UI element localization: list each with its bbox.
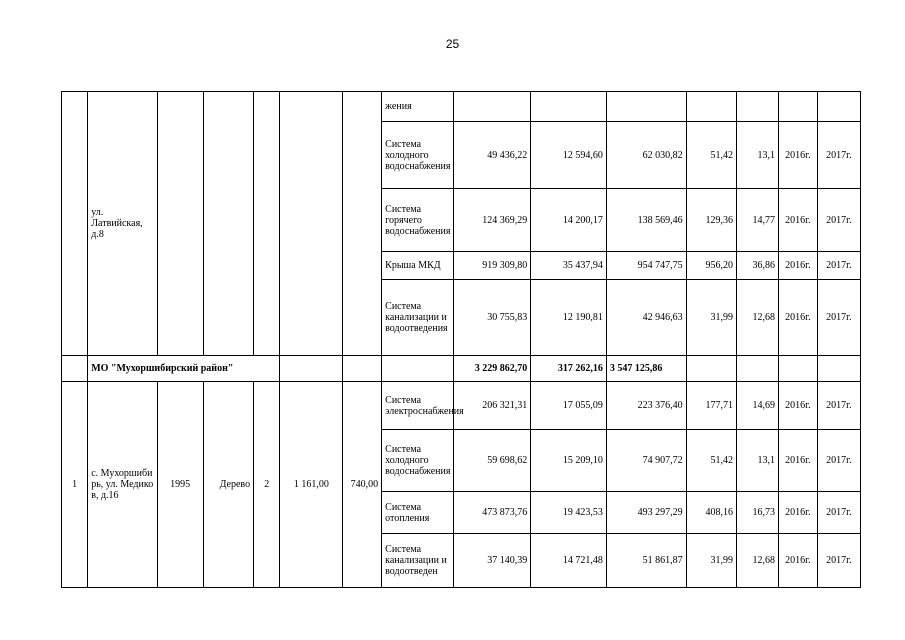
unit2-cell: 13,1: [737, 430, 779, 492]
district-total-cost: 3 229 862,70: [453, 356, 531, 382]
year-from-cell: 2016г.: [778, 430, 817, 492]
year-from-cell: 2016г.: [778, 189, 817, 252]
year-to-cell: 2017г.: [817, 382, 860, 430]
unit2-cell: 13,1: [737, 122, 779, 189]
cost-total-cell: 206 321,31: [453, 382, 531, 430]
unit1-cell: 51,42: [686, 430, 736, 492]
cost-sd-cell: 12 594,60: [531, 122, 607, 189]
year-from-cell: 2016г.: [778, 382, 817, 430]
system-cell: Система канализации и водоотведен: [382, 534, 453, 588]
year-to-cell: 2017г.: [817, 492, 860, 534]
sum-cell: 954 747,75: [606, 252, 686, 280]
system-cell: жения: [382, 92, 453, 122]
year-to-cell: [817, 92, 860, 122]
unit1-cell: 177,71: [686, 382, 736, 430]
sum-cell: 74 907,72: [606, 430, 686, 492]
system-cell: Система электроснабжения: [382, 382, 453, 430]
year-from-cell: 2016г.: [778, 492, 817, 534]
cost-sd-cell: 35 437,94: [531, 252, 607, 280]
unit2-cell: 14,69: [737, 382, 779, 430]
year-to-cell: 2017г.: [817, 430, 860, 492]
district-total-label: МО "Мухоршибирский район": [88, 356, 280, 382]
district-total-sum: 3 547 125,86: [606, 356, 686, 382]
floors-cell: 2: [254, 382, 280, 588]
cost-total-cell: 473 873,76: [453, 492, 531, 534]
sum-cell: 223 376,40: [606, 382, 686, 430]
object-index: 1: [62, 382, 88, 588]
sum-cell: 62 030,82: [606, 122, 686, 189]
year-from-cell: [778, 92, 817, 122]
unit1-cell: 956,20: [686, 252, 736, 280]
unit1-cell: 31,99: [686, 280, 736, 356]
unit1-cell: [686, 92, 736, 122]
unit2-cell: 12,68: [737, 280, 779, 356]
unit1-cell: 51,42: [686, 122, 736, 189]
year-from-cell: 2016г.: [778, 280, 817, 356]
year-to-cell: 2017г.: [817, 280, 860, 356]
table-row: [62, 92, 861, 122]
cost-sd-cell: 15 209,10: [531, 430, 607, 492]
unit2-cell: 16,73: [737, 492, 779, 534]
unit1-cell: 408,16: [686, 492, 736, 534]
district-total-cost-sd: 317 262,16: [531, 356, 607, 382]
wall-material-cell: Дерево: [203, 382, 253, 588]
cost-total-cell: [453, 92, 531, 122]
system-cell: Крыша МКД: [382, 252, 453, 280]
cost-sd-cell: [531, 92, 607, 122]
cost-total-cell: 919 309,80: [453, 252, 531, 280]
year-from-cell: 2016г.: [778, 534, 817, 588]
year-to-cell: 2017г.: [817, 189, 860, 252]
unit1-cell: 129,36: [686, 189, 736, 252]
cost-sd-cell: 14 200,17: [531, 189, 607, 252]
year-to-cell: 2017г.: [817, 252, 860, 280]
district-total-row: [62, 356, 861, 382]
cost-sd-cell: 17 055,09: [531, 382, 607, 430]
cost-sd-cell: 12 190,81: [531, 280, 607, 356]
system-cell: Система холодного водоснабжения: [382, 122, 453, 189]
table-row: [62, 382, 861, 430]
unit2-cell: [737, 92, 779, 122]
area-living-cell: 740,00: [343, 382, 382, 588]
year-from-cell: 2016г.: [778, 122, 817, 189]
unit2-cell: 12,68: [737, 534, 779, 588]
system-cell: Система холодного водоснабжения: [382, 430, 453, 492]
sum-cell: 51 861,87: [606, 534, 686, 588]
unit1-cell: 31,99: [686, 534, 736, 588]
unit2-cell: 14,77: [737, 189, 779, 252]
year-to-cell: 2017г.: [817, 122, 860, 189]
system-cell: Система отопления: [382, 492, 453, 534]
sum-cell: 138 569,46: [606, 189, 686, 252]
address-cell: ул. Латвийская, д.8: [88, 92, 157, 356]
sum-cell: [606, 92, 686, 122]
cost-sd-cell: 19 423,53: [531, 492, 607, 534]
year-built-cell: 1995: [157, 382, 203, 588]
sum-cell: 493 297,29: [606, 492, 686, 534]
year-from-cell: 2016г.: [778, 252, 817, 280]
cost-total-cell: 124 369,29: [453, 189, 531, 252]
repair-plan-table: [61, 91, 861, 588]
cost-total-cell: 30 755,83: [453, 280, 531, 356]
cost-total-cell: 49 436,22: [453, 122, 531, 189]
sum-cell: 42 946,63: [606, 280, 686, 356]
cost-total-cell: 37 140,39: [453, 534, 531, 588]
unit2-cell: 36,86: [737, 252, 779, 280]
system-cell: Система горячего водоснабжения: [382, 189, 453, 252]
cost-sd-cell: 14 721,48: [531, 534, 607, 588]
cost-total-cell: 59 698,62: [453, 430, 531, 492]
year-to-cell: 2017г.: [817, 534, 860, 588]
page-number: 25: [445, 37, 460, 51]
address-cell: с. Мухоршибирь, ул. Медиков, д.16: [88, 382, 157, 588]
system-cell: Система канализации и водоотведения: [382, 280, 453, 356]
area-total-cell: 1 161,00: [280, 382, 343, 588]
